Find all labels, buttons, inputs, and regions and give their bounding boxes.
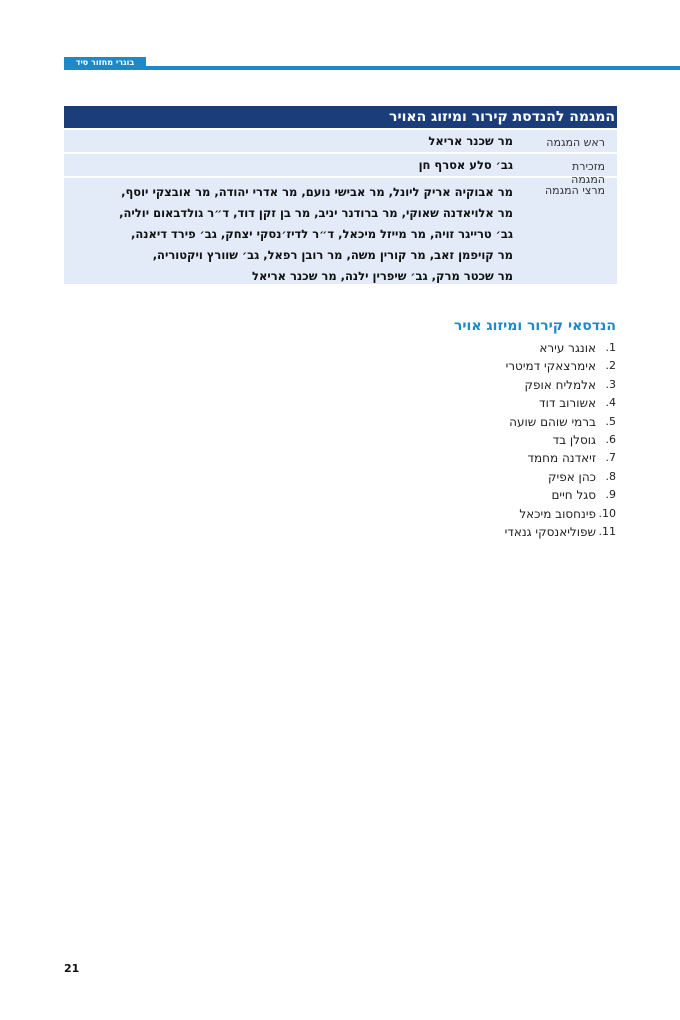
item-number: 3. xyxy=(605,377,616,391)
lecturers-line: מר קויפמן זאב, מר קורין משה, מר רובן רפאל, גב׳ שוורץ ויקטוריה, xyxy=(152,248,513,262)
list-item xyxy=(316,523,616,541)
list-item xyxy=(316,486,616,504)
item-name: אשורוב דוד xyxy=(539,396,596,411)
lecturers-list xyxy=(29,178,537,284)
lecturers-line: מר אלויאדנה שאוקי, מר ברודנר יניב, מר בן זקן דוד, ד״ר גולדבאום יוליה, xyxy=(119,206,513,220)
header-rule xyxy=(64,66,680,70)
list-item xyxy=(316,357,616,375)
committee-row-lecturers xyxy=(64,176,617,284)
list-item xyxy=(316,339,616,357)
item-number: 5. xyxy=(605,414,616,428)
row-value: מר שכנר אריאל xyxy=(428,134,513,148)
item-number: 11. xyxy=(598,525,616,539)
list-item xyxy=(316,449,616,467)
committee-row-secretary xyxy=(64,152,617,186)
item-name: ברמי שוהם שועה xyxy=(509,414,596,429)
list-item xyxy=(316,468,616,486)
item-number: 1. xyxy=(605,341,616,354)
committee-title: המגמה להנדסת קירור ומיזוג האויר xyxy=(64,106,617,128)
row-value: גב׳ סלע אסרף חן xyxy=(418,158,513,172)
item-number: 6. xyxy=(605,433,616,447)
item-name: סגל חיים xyxy=(551,488,596,503)
row-label: מזכירת המגמה xyxy=(571,160,605,186)
committee-row-head xyxy=(64,128,617,152)
item-name: אונגר עירא xyxy=(539,341,596,355)
committee-table xyxy=(64,106,617,284)
engineers-list xyxy=(316,339,616,541)
list-item xyxy=(316,394,616,412)
lecturers-line: גב׳ טרייגר זויה, מר מייזל מיכאל, ד״ר לדיז׳נסקי יצחק, גב׳ פירד דיאנה, xyxy=(131,227,513,241)
header-tab: בוגרי מחזור סיד xyxy=(64,57,146,69)
lecturers-line: מר אבוקיה אריק ליונל, מר אבישי נועם, מר אדרי יהודה, מר אובצקי יוסף, xyxy=(121,185,513,199)
item-number: 8. xyxy=(605,469,616,483)
row-label: ראש המגמה xyxy=(546,136,605,149)
item-name: אימרצאקי דמיטרי xyxy=(505,359,596,374)
list-item xyxy=(316,431,616,449)
engineers-section xyxy=(316,316,616,541)
item-name: כהן אפיק xyxy=(548,469,596,484)
item-number: 9. xyxy=(605,488,616,502)
list-item xyxy=(316,505,616,523)
item-name: זיאדנה מחמד xyxy=(527,451,596,466)
page-header xyxy=(64,57,680,69)
item-name: שפוליאנסקי גנאדי xyxy=(504,525,596,540)
item-name: גוסלן בד xyxy=(552,433,596,448)
list-item xyxy=(316,376,616,394)
item-name: אלמליח אופק xyxy=(524,377,596,392)
engineers-title: הנדסאי קירור ומיזוג אויר xyxy=(453,318,616,334)
item-number: 10. xyxy=(598,506,616,520)
item-number: 4. xyxy=(605,396,616,410)
row-label: מרצי המגמה xyxy=(544,184,605,197)
lecturers-line: מר שכטר מרק, גב׳ שיפרין ילנה, מר שכנר אריאל xyxy=(252,269,513,283)
item-name: פינחסוב מיכאל xyxy=(519,506,596,521)
page-number: 21 xyxy=(64,962,80,975)
list-item xyxy=(316,413,616,431)
item-number: 2. xyxy=(605,359,616,373)
item-number: 7. xyxy=(605,451,616,465)
